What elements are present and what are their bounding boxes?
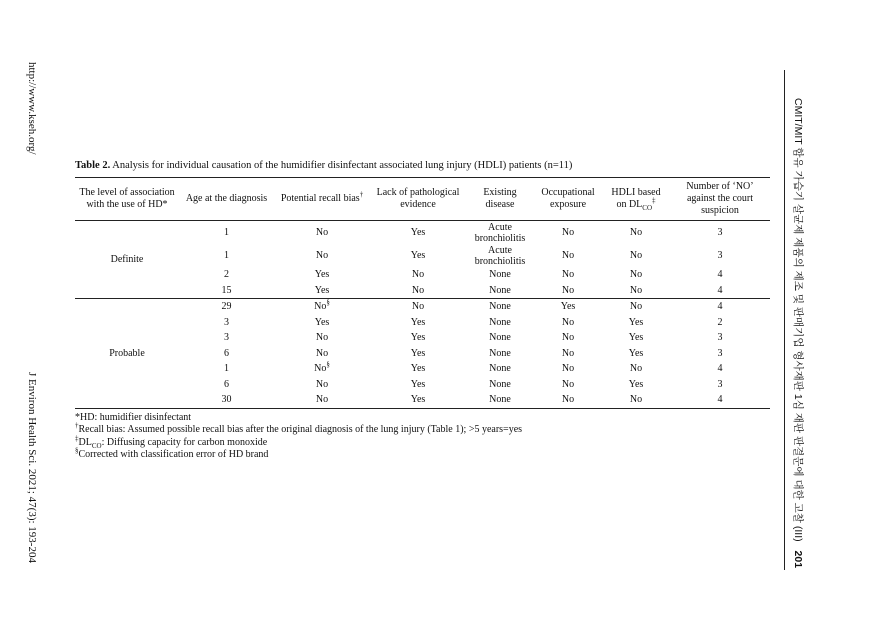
cell-no-count: 4: [670, 283, 770, 299]
cell-pathological: Yes: [410, 378, 426, 390]
footnote-hd: *HD: humidifier disinfectant: [75, 411, 192, 423]
journal-url: http://www.kseh.org/: [26, 62, 38, 155]
cell-level: Definite: [75, 221, 179, 299]
running-header-title: CMIT/MIT 함유 가습기 살균제 제품의 제조 및 판매기업 형사재판 1심 재판 판결문에 대한 고찰 (III): [792, 98, 804, 542]
header-occupational: Occupational exposure: [534, 178, 602, 221]
cell-hdli: Yes: [628, 316, 644, 328]
header-level: The level of association with the use of HD*: [75, 178, 179, 221]
cell-disease: None: [489, 269, 511, 281]
table-row: [75, 392, 770, 408]
cell-pathological: Yes: [370, 392, 466, 408]
cell-hdli: No: [629, 250, 643, 261]
cell-hdli: Yes: [628, 378, 644, 390]
cell-occupational: No: [561, 332, 575, 344]
cell-pathological: No: [370, 283, 466, 299]
table-caption-text: Analysis for individual causation of the humidifier disinfectant associated lung injury (HDLI) patients (n=11): [112, 160, 573, 171]
cell-recall: No: [315, 378, 329, 390]
cell-pathological: Yes: [410, 363, 426, 375]
cell-occupational: No: [561, 347, 575, 359]
cell-hdli: No: [629, 301, 643, 313]
table-row: [75, 346, 770, 362]
header-pathological: Lack of pathological evidence: [370, 178, 466, 221]
header-hdli-dlco: HDLI based on $DL_{CO}^\ddagger$: [602, 178, 670, 221]
cell-occupational: No: [561, 363, 575, 375]
cell-disease: None: [466, 392, 534, 408]
cell-pathological: Yes: [410, 250, 426, 261]
cell-occupational: No: [561, 250, 575, 261]
cell-occupational: No: [534, 392, 602, 408]
cell-no-count: 2: [717, 316, 723, 328]
cell-recall: No: [315, 250, 329, 261]
table-section: [75, 160, 770, 462]
cell-no-count: 4: [717, 269, 723, 281]
table-row: [75, 377, 770, 393]
cell-disease: None: [489, 316, 511, 328]
cell-age: 15: [179, 283, 274, 299]
cell-age: 29: [221, 301, 232, 313]
cell-recall: Yes: [314, 269, 330, 281]
cell-age: 1: [224, 227, 229, 238]
cell-occupational: No: [561, 316, 575, 328]
cell-pathological: Yes: [410, 316, 426, 328]
header-no-count: Number of ‘NO’ against the court suspicion: [670, 178, 770, 221]
cell-recall: Yes: [274, 283, 370, 299]
cell-no-count: 3: [717, 332, 723, 344]
cell-occupational: No: [561, 378, 575, 390]
journal-citation: J Environ Health Sci. 2021; 47(3): 193-204: [26, 372, 38, 563]
cell-level: Probable: [75, 299, 179, 409]
margin-rule: [784, 70, 785, 570]
cell-pathological: Yes: [410, 227, 426, 238]
cell-no-count: 3: [717, 250, 723, 261]
cell-recall: No: [315, 332, 329, 344]
table-row: [75, 330, 770, 346]
cell-disease: None: [489, 363, 511, 375]
causation-table: [75, 177, 770, 409]
cell-disease: None: [489, 378, 511, 390]
cell-occupational: No: [561, 227, 575, 238]
cell-occupational: Yes: [560, 301, 576, 313]
table-header-row: [75, 178, 770, 221]
table-row: [75, 299, 770, 315]
cell-no-count: 3: [717, 378, 723, 390]
header-age: Age at the diagnosis: [179, 178, 274, 221]
header-recall: Potential recall bias†: [274, 178, 370, 221]
cell-hdli: No: [629, 269, 643, 281]
cell-disease: None: [466, 283, 534, 299]
cell-disease: None: [489, 301, 511, 313]
cell-no-count: 3: [717, 347, 723, 359]
cell-pathological: No: [411, 301, 425, 313]
cell-no-count: 3: [717, 227, 723, 238]
cell-disease: None: [489, 347, 511, 359]
cell-no-count: 4: [670, 392, 770, 408]
cell-occupational: No: [561, 269, 575, 281]
cell-recall: No§: [314, 360, 330, 375]
header-disease: Existing disease: [466, 178, 534, 221]
table-footnotes: [75, 412, 770, 462]
cell-recall: No: [315, 227, 329, 238]
cell-recall: No§: [314, 298, 330, 313]
cell-age: 3: [224, 316, 229, 328]
table-row: [75, 361, 770, 377]
cell-no-count: 4: [717, 301, 723, 313]
table-caption: [75, 160, 770, 171]
cell-age: 6: [224, 378, 229, 390]
cell-pathological: No: [411, 269, 425, 281]
table-caption-label: Table 2.: [75, 160, 111, 171]
footnote-recall: †Recall bias: Assumed possible recall bias after the original diagnosis of the lung injury (Table 1); >5 years=yes: [75, 421, 523, 435]
cell-age: 1: [224, 250, 229, 261]
cell-hdli: No: [629, 363, 643, 375]
cell-pathological: Yes: [410, 332, 426, 344]
cell-hdli: No: [602, 392, 670, 408]
footnote-brand: §Corrected with classification error of HD brand: [75, 446, 269, 460]
cell-disease: Acute bronchiolitis: [474, 221, 526, 244]
table-row: [75, 267, 770, 283]
table-row: [75, 244, 770, 267]
cell-age: 2: [224, 269, 229, 281]
cell-age: 1: [224, 363, 229, 375]
running-header: [790, 98, 806, 578]
page-number: 201: [792, 550, 804, 569]
cell-hdli: No: [629, 227, 643, 238]
cell-hdli: No: [602, 283, 670, 299]
table-row: [75, 315, 770, 331]
cell-pathological: Yes: [410, 347, 426, 359]
cell-age: 30: [179, 392, 274, 408]
cell-age: 3: [224, 332, 229, 344]
cell-hdli: Yes: [628, 332, 644, 344]
cell-recall: No: [315, 347, 329, 359]
cell-disease: Acute bronchiolitis: [474, 244, 526, 267]
cell-recall: Yes: [314, 316, 330, 328]
cell-recall: No: [274, 392, 370, 408]
table-body: [75, 221, 770, 409]
footnote-dlco: $^\ddagger DL_{CO}$: Diffusing capacity for carbon monoxide: [75, 434, 268, 450]
cell-disease: None: [489, 332, 511, 344]
cell-hdli: Yes: [628, 347, 644, 359]
cell-no-count: 4: [717, 363, 723, 375]
cell-age: 6: [224, 347, 229, 359]
cell-occupational: No: [534, 283, 602, 299]
table-row: [75, 221, 770, 245]
table-row: [75, 283, 770, 299]
